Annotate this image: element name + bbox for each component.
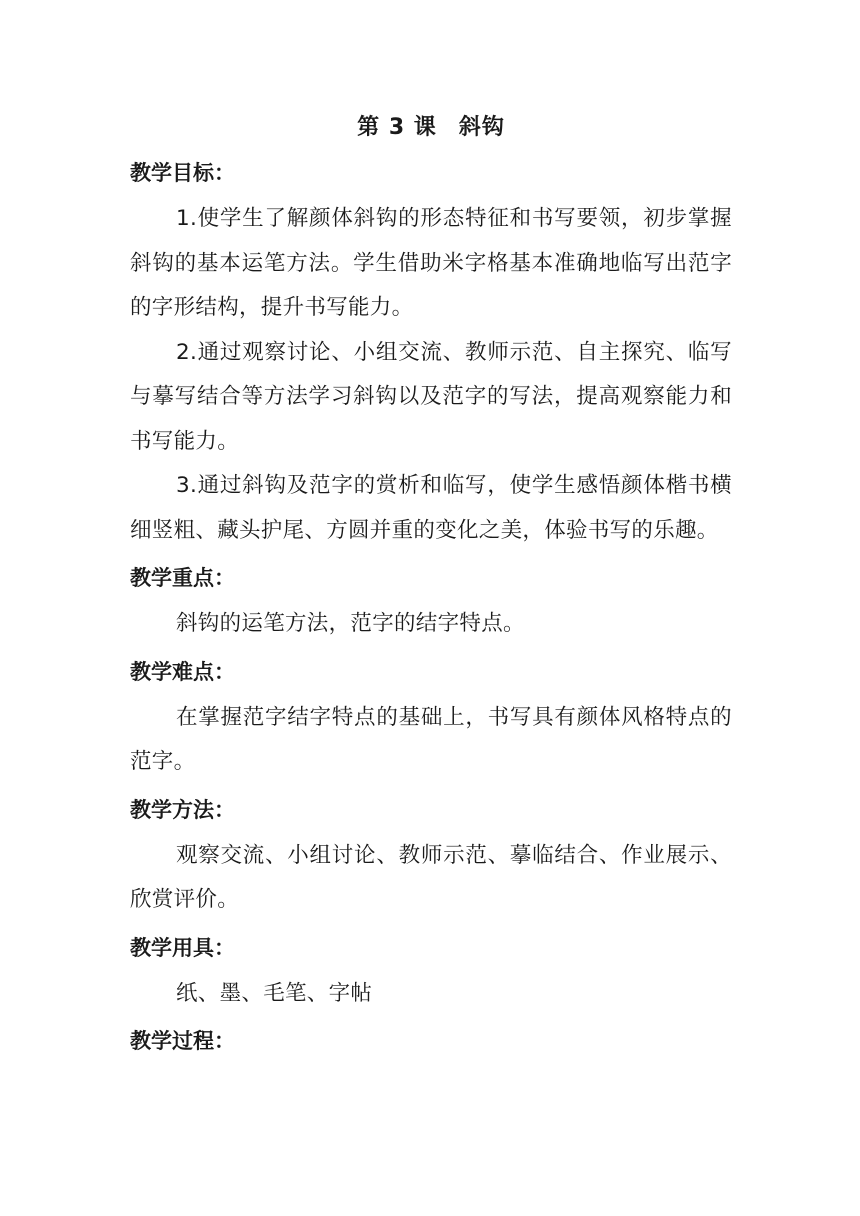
process-section [130, 1018, 732, 1065]
methods-heading: 教学方法： [130, 797, 235, 822]
difficulties-heading: 教学难点： [130, 659, 235, 684]
difficulties-text: 在掌握范字结字特点的基础上，书写具有颜体风格特点的范字。 [130, 704, 732, 774]
lesson-topic: 斜钩 [458, 115, 505, 140]
tools-section [130, 925, 732, 1017]
objective-item-2: 2.通过观察讨论、小组交流、教师示范、自主探究、临写与摹写结合等方法学习斜钩以及范字的写法，提高观察能力和书写能力。 [130, 339, 732, 454]
methods-section [130, 787, 732, 923]
objectives-heading: 教学目标： [130, 161, 235, 185]
objective-item-1: 1.使学生了解颜体斜钩的形态特征和书写要领，初步掌握斜钩的基本运笔方法。学生借助米字格基本准确地临写出范字的字形结构，提升书写能力。 [130, 206, 732, 320]
objectives-section [130, 150, 732, 553]
lesson-number: 第 3 课 [357, 115, 437, 140]
process-heading: 教学过程： [130, 1029, 235, 1053]
tools-heading: 教学用具： [130, 935, 235, 960]
key-points-text: 斜钩的运笔方法，范字的结字特点。 [176, 611, 525, 636]
lesson-title [130, 106, 732, 150]
document-page [130, 106, 732, 1067]
methods-text: 观察交流、小组讨论、教师示范、摹临结合、作业展示、欣赏评价。 [130, 842, 732, 912]
difficulties-section [130, 649, 732, 785]
objective-item-3: 3.通过斜钩及范字的赏析和临写，使学生感悟颜体楷书横细竖粗、藏头护尾、方圆并重的变化之美，体验书写的乐趣。 [130, 473, 732, 543]
tools-text: 纸、墨、毛笔、字帖 [176, 980, 373, 1006]
key-points-heading: 教学重点： [130, 566, 235, 590]
key-points-section [130, 555, 732, 647]
